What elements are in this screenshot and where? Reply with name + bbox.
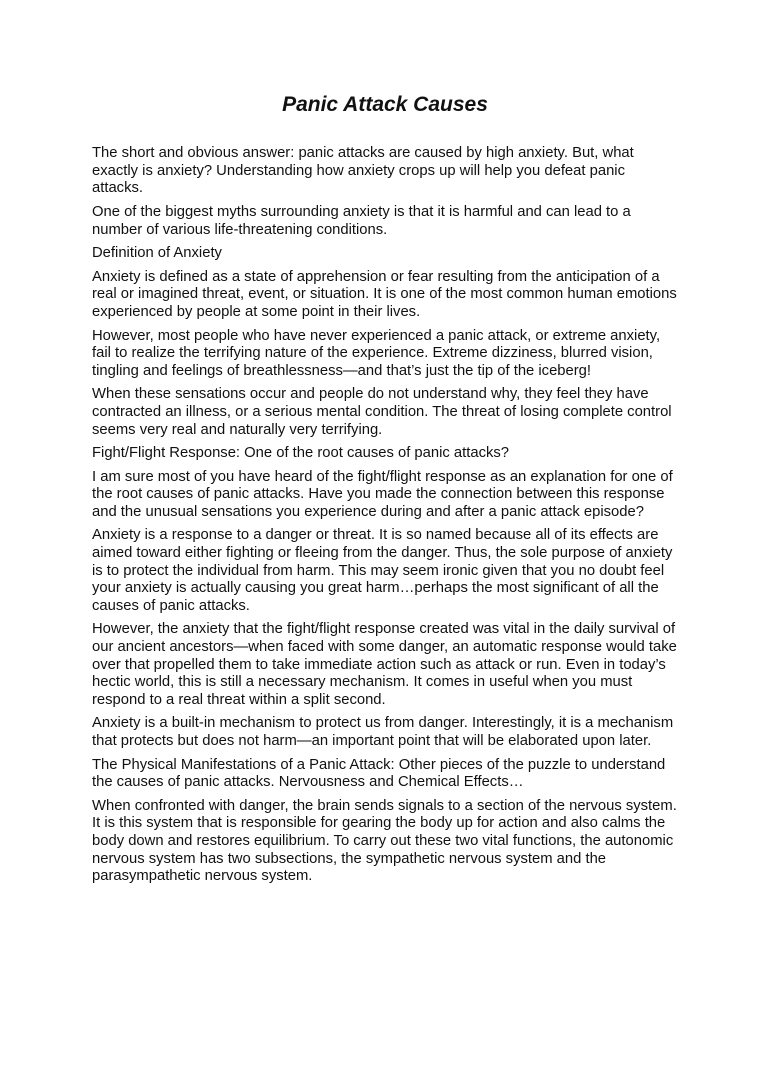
paragraph-intro: The short and obvious answer: panic attacks are caused by high anxiety. But, what exactly is anxiety? Understanding how anxiety crops up will help you defeat panic attacks. [92, 145, 634, 197]
page-title: Panic Attack Causes [282, 93, 488, 116]
paragraph-fight-flight-intro: I am sure most of you have heard of the fight/flight response as an explanation for one of the root causes of panic attacks. Have you made the connection between this response and the unusual sensations you experience during and after a panic attack episode? [92, 468, 673, 520]
heading-definition-of-anxiety: Definition of Anxiety [92, 245, 222, 262]
paragraph-anxiety-response: Anxiety is a response to a danger or threat. It is so named because all of its effects are aimed toward either fighting or fleeing from the danger. Thus, the sole purpose of anxiety is to protect the individual from harm. This may seem ironic given that you no doubt feel your anxiety is actually causing you great harm…perhaps the most significant of all the causes of panic attacks. [92, 527, 673, 614]
paragraph-myths: One of the biggest myths surrounding anxiety is that it is harmful and can lead to a number of various life-threatening conditions. [92, 203, 631, 238]
paragraph-built-in-mechanism: Anxiety is a built-in mechanism to protect us from danger. Interestingly, it is a mechanism that protects but does not harm—an important point that will be elaborated upon later. [92, 715, 674, 749]
paragraph-terrifying-nature: However, most people who have never experienced a panic attack, or extreme anxiety, fail to realize the terrifying nature of the experience. Extreme dizziness, blurred vision, tingling and feelings of breathlessness—and that’s just the tip of the iceberg! [92, 327, 661, 379]
document-page [92, 92, 678, 892]
paragraph-definition: Anxiety is defined as a state of apprehension or fear resulting from the anticipation of a real or imagined threat, event, or situation. It is one of the most common human emotions experienced by people at some point in their lives. [92, 268, 677, 320]
paragraph-sensations: When these sensations occur and people do not understand why, they feel they have contracted an illness, or a serious mental condition. The threat of losing complete control seems very real and naturally very terrifying. [92, 386, 672, 438]
heading-physical-manifestations: The Physical Manifestations of a Panic Attack: Other pieces of the puzzle to understand the causes of panic attacks. Nervousness and Chemical Effects… [92, 756, 666, 791]
paragraph-nervous-system: When confronted with danger, the brain sends signals to a section of the nervous system. It is this system that is responsible for gearing the body up for action and also calms the body down and restores equilibrium. To carry out these two vital functions, the autonomic nervous system has two subsections, the sympathetic nervous system and the parasympathetic nervous system. [92, 797, 677, 885]
heading-fight-flight-response: Fight/Flight Response: One of the root causes of panic attacks? [92, 445, 510, 462]
paragraph-ancestors: However, the anxiety that the fight/flight response created was vital in the daily survival of our ancient ancestors—when faced with some danger, an automatic response would take over that propelled them to take immediate action such as attack or run. Even in today’s hectic world, this is still a necessary mechanism. It comes in useful when you must respond to a real threat within a split second. [92, 621, 677, 708]
